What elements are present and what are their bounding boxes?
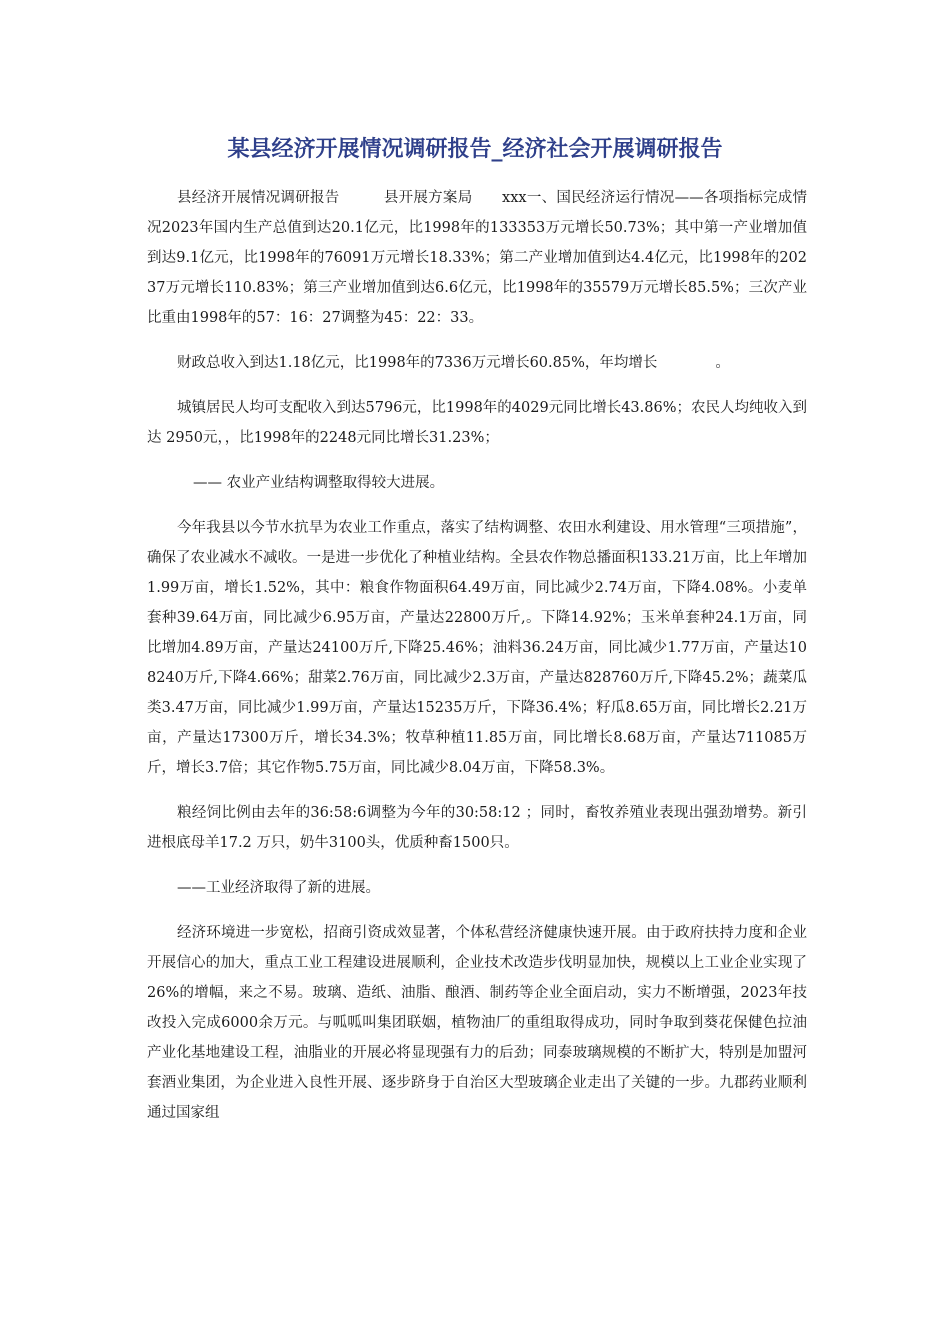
document-title: 某县经济开展情况调研报告_经济社会开展调研报告 [227, 137, 723, 162]
paragraph-industry: 经济环境进一步宽松，招商引资成效显著，个体私营经济健康快速开展。由于政府扶持力度和企业开展信心的加大，重点工业工程建设进展顺利，企业技术改造步伐明显加快，规模以上工业企业实现了26%的增幅，来之不易。玻璃、造纸、油脂、酿酒、制药等企业全面启动，实力不断增强，2023年技改投入完成6000余万元。与呱呱叫集团联姻，植物油厂的重组取得成功，同时争取到葵花保健色拉油产业化基地建设工程，油脂业的开展必将显现强有力的后劲；同泰玻璃规模的不断扩大，特别是加盟河套酒业集团，为企业进入良性开展、逐步跻身于自治区大型玻璃企业走出了关键的一步。九郡药业顺利通过国家组 [147, 925, 807, 1121]
paragraph-agriculture: 今年我县以今节水抗旱为农业工作重点，落实了结构调整、农田水利建设、用水管理“三项措施”，确保了农业减水不减收。一是进一步优化了种植业结构。全县农作物总播面积133.21万亩，比上年增加1.99万亩，增长1.52%，其中：粮食作物面积64.49万亩，同比减少2.74万亩，下降4.08%。小麦单套种39.64万亩，同比减少6.95万亩，产量达22800万斤,。下降14.92%；玉米单套种24.1万亩，同比增加4.89万亩，产量达24100万斤,下降25.46%；油料36.24万亩，同比减少1.77万亩，产量达108240万斤,下降4.66%；甜菜2.76万亩，同比减少2.3万亩，产量达828760万斤,下降45.2%；蔬菜瓜类3.47万亩，同比减少1.99万亩，产量达15235万斤，下降36.4%；籽瓜8.65万亩，同比增长2.21万亩，产量达17300万斤，增长34.3%；牧草种植11.85万亩，同比增长8.68万亩，产量达711085万斤，增长3.7倍；其它作物5.75万亩，同比减少8.04万亩，下降58.3%。 [147, 520, 807, 776]
document-body [147, 183, 807, 1143]
paragraph-industry-heading: ——工业经济取得了新的进展。 [177, 880, 380, 896]
paragraph-overview: 县经济开展情况调研报告 县开展方案局 xxx一、国民经济运行情况——各项指标完成情况2023年国内生产总值到达20.1亿元，比1998年的133353万元增长50.73%；其中第一产业增加值到达9.1亿元，比1998年的76091万元增长18.33%；第二产业增加值到达4.4亿元，比1998年的20237万元增长110.83%；第三产业增加值到达6.6亿元，比1998年的35579万元增长85.5%；三次产业比重由1998年的57：16：27调整为45：22：33。 [147, 190, 807, 326]
paragraph-income: 城镇居民人均可支配收入到达5796元，比1998年的4029元同比增长43.86%；农民人均纯收入到达 2950元，，比1998年的2248元同比增长31.23%； [147, 400, 807, 446]
paragraph-agriculture-heading: —— 农业产业结构调整取得较大进展。 [193, 475, 445, 491]
paragraph-livestock: 粮经饲比例由去年的36:58:6调整为今年的30:58:12 ；同时，畜牧养殖业表现出强劲增势。新引进根底母羊17.2 万只，奶牛3100头，优质种畜1500只。 [147, 805, 807, 851]
paragraph-fiscal-revenue: 财政总收入到达1.18亿元，比1998年的7336万元增长60.85%，年均增长 。 [177, 355, 730, 371]
